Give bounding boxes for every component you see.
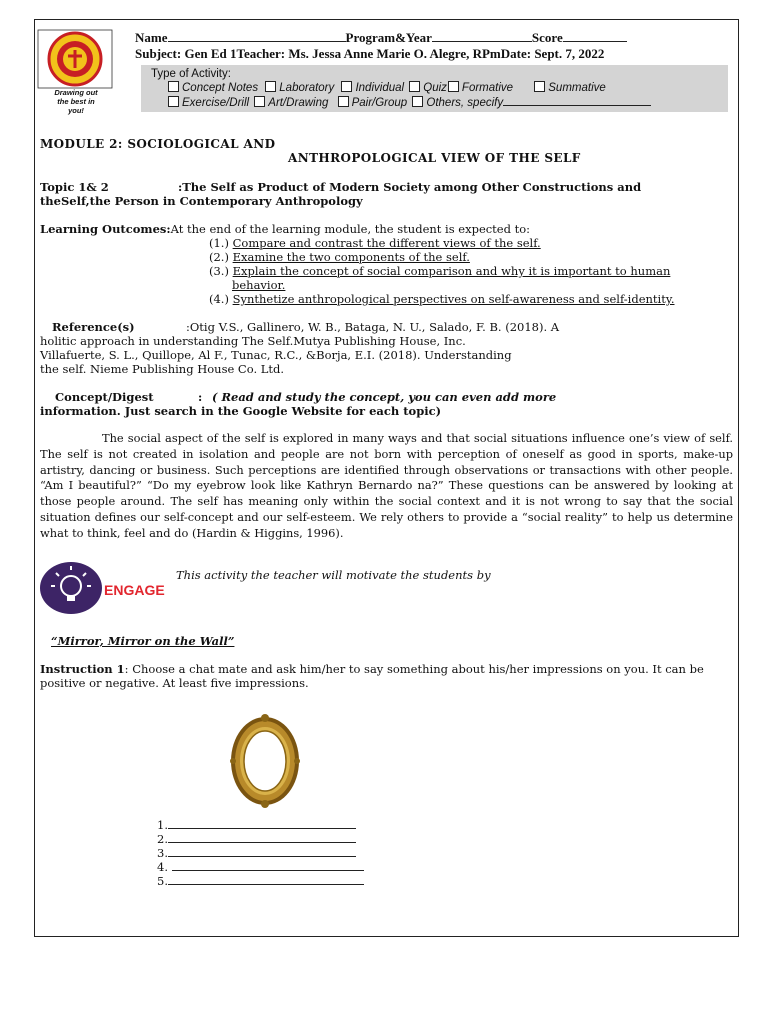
program-label: Program&Year [345, 30, 432, 45]
reference-line2: holitic approach in understanding The Self.Mutya Publishing House, Inc. [40, 334, 466, 348]
activity-row-2 [168, 95, 651, 109]
outcome-item-4 [209, 292, 674, 306]
outcome-num: (3.) [209, 264, 229, 278]
topic-label: Topic 1& 2 [40, 180, 109, 194]
label-others: Others, specify [426, 97, 504, 109]
concept-note1: ( Read and study the concept, you can even add more [212, 390, 557, 404]
activity-row-1 [168, 81, 606, 94]
label-art-drawing: Art/Drawing [268, 97, 329, 109]
checkbox-formative[interactable] [448, 81, 459, 92]
checkbox-pair-group[interactable] [338, 96, 349, 107]
answer-number: 1. [157, 818, 168, 832]
outcome-num: (1.) [209, 236, 229, 250]
answer-line-1 [157, 818, 356, 832]
outcome-text: Compare and contrast the different views of the self. [232, 236, 541, 250]
program-field[interactable] [432, 31, 532, 42]
checkbox-summative[interactable] [534, 81, 545, 92]
logo-seal-icon [36, 28, 114, 90]
score-label: Score [531, 30, 563, 45]
label-exercise-drill: Exercise/Drill [182, 97, 250, 109]
lightbulb-icon [40, 562, 102, 614]
score-field[interactable] [563, 31, 627, 42]
answer-line-3 [157, 846, 356, 860]
topic-line1: :The Self as Product of Modern Society among Other Constructions and [178, 180, 642, 194]
answer-line-2 [157, 832, 356, 846]
ornate-mirror-image [229, 713, 301, 809]
outcomes-label: Learning Outcomes: [40, 222, 171, 236]
label-formative: Formative [461, 82, 514, 94]
engage-label: ENGAGE [104, 582, 165, 598]
header-fields [135, 30, 627, 46]
name-field[interactable] [168, 31, 346, 42]
activity-title: Type of Activity: [151, 68, 231, 80]
answer-field[interactable] [168, 818, 356, 829]
topic-line2: theSelf,the Person in Contemporary Anthropology [40, 194, 363, 208]
concept-label: Concept/Digest [55, 390, 154, 404]
outcome-item-3-cont [232, 278, 285, 292]
reference-line3: Villafuerte, S. L., Quillope, Al F., Tunac, R.C., &Borja, E.I. (2018). Understanding [40, 348, 512, 362]
checkbox-individual[interactable] [341, 81, 352, 92]
others-specify-field[interactable] [503, 95, 651, 106]
reference-line4: the self. Nieme Publishing House Co. Ltd. [40, 362, 285, 376]
answer-field[interactable] [172, 860, 364, 871]
outcome-item-2 [209, 250, 470, 264]
name-label: Name [135, 30, 168, 45]
label-pair-group: Pair/Group [351, 97, 408, 109]
instruction-line2: positive or negative. At least five impressions. [40, 676, 309, 690]
module-title-line2: ANTHROPOLOGICAL VIEW OF THE SELF [288, 151, 581, 165]
answer-field[interactable] [168, 846, 356, 857]
label-quiz: Quiz [423, 82, 447, 94]
checkbox-concept-notes[interactable] [168, 81, 179, 92]
answer-number: 3. [157, 846, 168, 860]
outcome-text: Examine the two components of the self. [232, 250, 470, 264]
instruction-line1 [40, 662, 704, 676]
answer-field[interactable] [168, 832, 356, 843]
instruction-label: Instruction 1 [40, 662, 125, 676]
checkbox-others[interactable] [412, 96, 423, 107]
engage-badge [40, 562, 102, 614]
answer-number: 2. [157, 832, 168, 846]
reference-line1: :Otig V.S., Gallinero, W. B., Bataga, N. U., Salado, F. B. (2018). A [186, 320, 560, 334]
checkbox-laboratory[interactable] [265, 81, 276, 92]
outcome-text: Explain the concept of social comparison and why it is important to human [232, 264, 671, 278]
instruction-text: : Choose a chat mate and ask him/her to say something about his/her impressions on you. It can be [124, 662, 704, 676]
outcome-num: (4.) [209, 292, 229, 306]
learning-outcomes-header [40, 222, 530, 236]
answer-number: 4. [157, 860, 168, 874]
activity-title-mirror: “Mirror, Mirror on the Wall” [51, 634, 235, 648]
concept-colon: : [198, 390, 203, 404]
answer-number: 5. [157, 874, 168, 888]
concept-note2: information. Just search in the Google Website for each topic) [40, 404, 442, 418]
outcome-item-3 [209, 264, 670, 278]
checkbox-exercise-drill[interactable] [168, 96, 179, 107]
label-concept-notes: Concept Notes [182, 82, 259, 94]
outcome-text: behavior. [232, 278, 286, 292]
label-laboratory: Laboratory [279, 82, 335, 94]
module-title-line1: MODULE 2: SOCIOLOGICAL AND [40, 137, 276, 151]
label-individual: Individual [355, 82, 405, 94]
answer-line-4 [157, 860, 364, 874]
outcomes-intro: At the end of the learning module, the student is expected to: [170, 222, 531, 236]
label-summative: Summative [548, 82, 606, 94]
answer-line-5 [157, 874, 364, 888]
concept-paragraph: The social aspect of the self is explored in many ways and that social situations influence one’s view of self. The self is not created in isolation and people are not born with perception of oneself as good in sports, make-up artistry, dancing or business. Such perceptions are identified through observations or transactions with other people. “Am I beautiful?” “Do my eyebrow look like Kathryn Bernardo na?” These questions can be answered by looking at those people around. The self has meaning only within the social context and it is not wrong to say that the social situation defines our self-concept and our self-esteem. We rely others to provide a “social reality” to help us determine what to think, feel and do (Hardin & Higgins, 1996). [40, 431, 733, 540]
engage-text: This activity the teacher will motivate the students by [176, 568, 491, 582]
references-label: Reference(s) [52, 320, 135, 334]
outcome-item-1 [209, 236, 541, 250]
answer-field[interactable] [168, 874, 364, 885]
checkbox-art-drawing[interactable] [254, 96, 265, 107]
checkbox-quiz[interactable] [409, 81, 420, 92]
subject-line: Subject: Gen Ed 1Teacher: Ms. Jessa Anne Marie O. Alegre, RPmDate: Sept. 7, 2022 [135, 46, 605, 61]
outcome-num: (2.) [209, 250, 229, 264]
logo-motto: Drawing out the best in you! [54, 88, 98, 115]
outcome-text: Synthetize anthropological perspectives on self-awareness and self-identity. [232, 292, 675, 306]
